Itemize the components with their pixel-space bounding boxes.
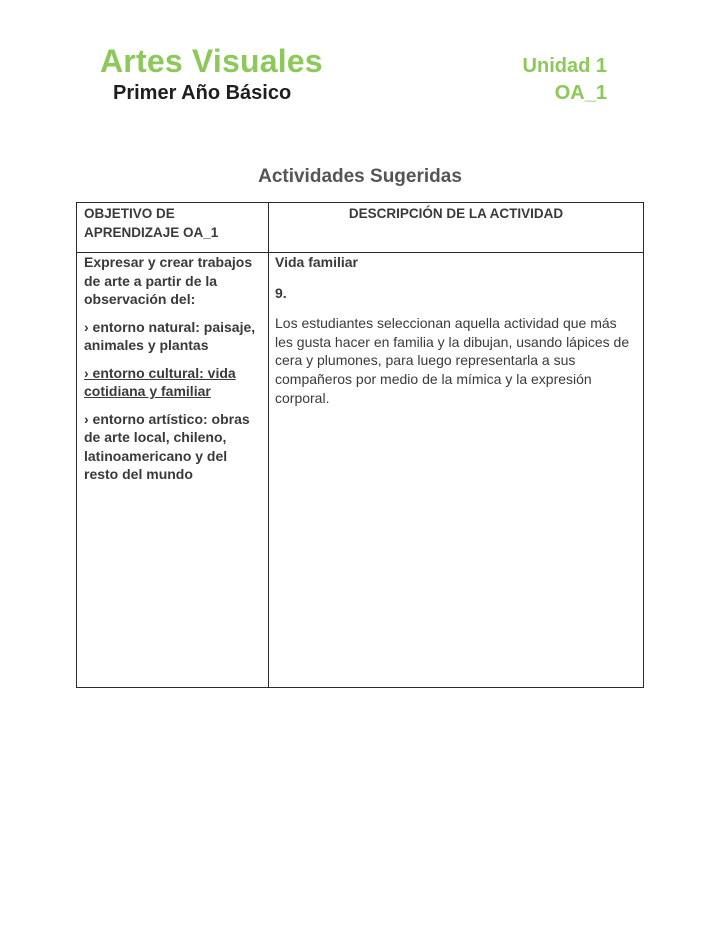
document-subtitle: Primer Año Básico xyxy=(113,82,292,104)
activity-number: 9. xyxy=(275,284,287,301)
table-row xyxy=(77,253,644,688)
unit-label: Unidad 1 xyxy=(522,55,607,77)
activities-table xyxy=(76,202,644,688)
activity-description: Los estudiantes seleccionan aquella actividad que más les gusta hacer en familia y la dibujan, usando lápices de cera y plumones, para luego representarla a sus compañeros por medio de la mímica y la expresión corporal. xyxy=(275,315,630,406)
objective-intro: Expresar y crear trabajos de arte a partir de la observación del: xyxy=(84,254,253,307)
objective-item-artistic: › entorno artístico: obras de arte local, chileno, latinoamericano y del resto del mundo xyxy=(84,410,250,482)
header-objective: OBJETIVO DE APRENDIZAJE OA_1 xyxy=(77,203,269,253)
table-header-row xyxy=(77,203,644,253)
objective-code-label: OA_1 xyxy=(554,82,607,104)
header-description: DESCRIPCIÓN DE LA ACTIVIDAD xyxy=(269,203,644,253)
objective-item-natural: › entorno natural: paisaje, animales y plantas xyxy=(84,318,256,353)
document-title: Artes Visuales xyxy=(100,43,323,79)
objective-cell xyxy=(77,253,269,688)
section-title: Actividades Sugeridas xyxy=(258,166,462,187)
objective-item-cultural: › entorno cultural: vida cotidiana y familiar xyxy=(84,364,236,399)
activity-title: Vida familiar xyxy=(275,254,359,270)
activity-cell xyxy=(269,253,644,688)
